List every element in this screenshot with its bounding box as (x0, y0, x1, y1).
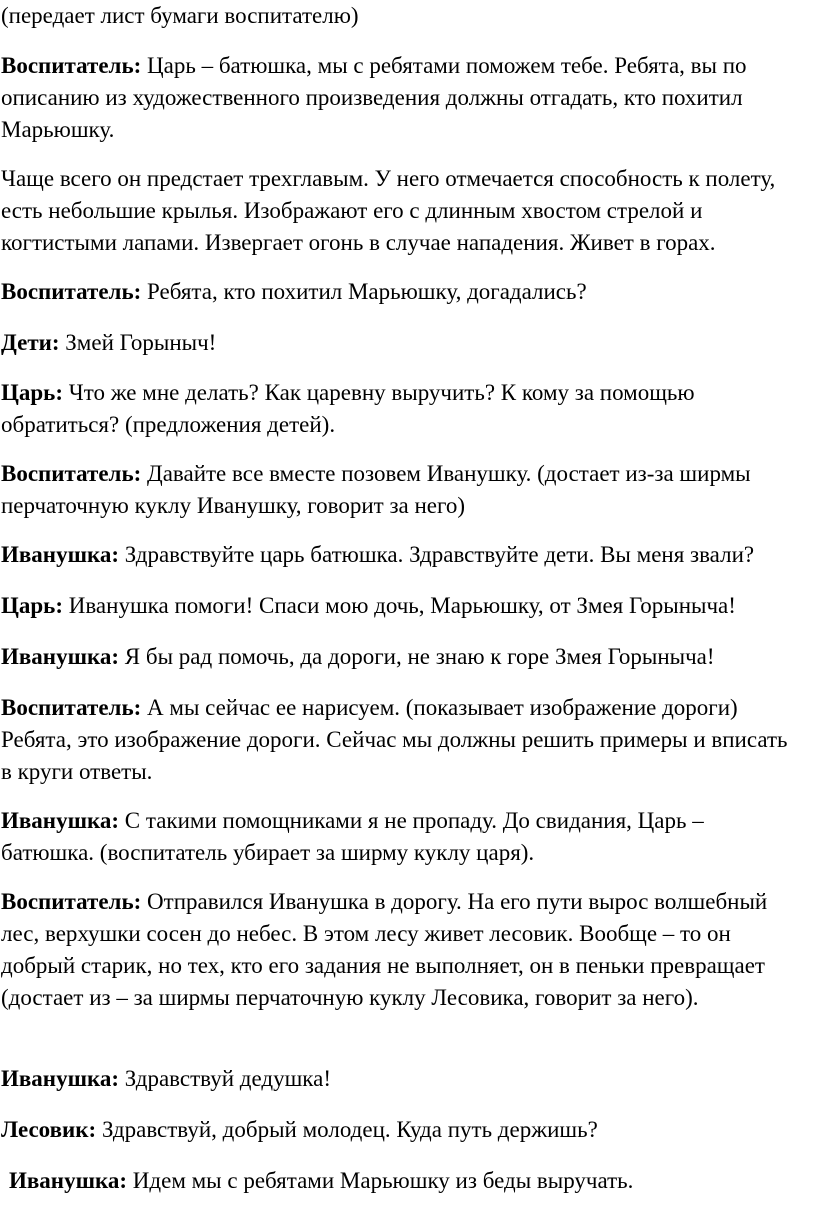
paragraph (1, 590, 813, 622)
paragraph (1, 276, 811, 308)
paragraph-text: Я бы рад помочь, да дороги, не знаю к горе Змея Горыныча! (119, 644, 715, 669)
speaker-label: Царь: (1, 593, 64, 618)
speaker-label: Воспитатель: (1, 889, 142, 914)
speaker-label: Иванушка: (1, 808, 120, 833)
speaker-label: Воспитатель: (1, 695, 142, 720)
paragraph (1, 886, 801, 1014)
paragraph-text: С такими помощниками я не пропаду. До свидания, Царь – батюшка. (воспитатель убирает за ширму куклу царя). (1, 808, 704, 865)
paragraph-text: Змей Горыныч! (59, 330, 217, 355)
speaker-label: Иванушка: (9, 1168, 128, 1193)
paragraph (1, 692, 801, 788)
paragraph-text: Здравствуй, добрый молодец. Куда путь держишь? (96, 1117, 598, 1142)
paragraph (1, 0, 811, 32)
paragraph-text: Отправился Иванушка в дорогу. На его пути вырос волшебный лес, верхушки сосен до небес. В этом лесу живет лесовик. Вообще – то он добрый старик, но тех, кто его задания не выполняет, он в пеньки превращает (достает из – за ширмы перчаточную куклу Лесовика, говорит за него). (1, 889, 768, 1010)
paragraph-text: Чаще всего он предстает трехглавым. У него отмечается способность к полету, есть небольшие крылья. Изображают его с длинным хвостом стрелой и когтистыми лапами. Извергает огонь в случае нападения. Живет в горах. (1, 166, 776, 255)
paragraph-text: Ребята, кто похитил Марьюшку, догадались? (141, 279, 587, 304)
paragraph-text: А мы сейчас ее нарисуем. (показывает изображение дороги) Ребята, это изображение дороги. Сейчас мы должны решить примеры и вписать в круги ответы. (1, 695, 788, 784)
speaker-label: Лесовик: (1, 1117, 97, 1142)
paragraph-text: Здравствуй дедушка! (119, 1066, 331, 1091)
speaker-label: Царь: (1, 380, 64, 405)
speaker-label: Воспитатель: (1, 279, 142, 304)
paragraph (1, 641, 813, 673)
speaker-label: Воспитатель: (1, 53, 142, 78)
paragraph-text: Что же мне делать? Как царевну выручить? К кому за помощью обратиться? (предложения детей). (1, 380, 695, 437)
paragraph-text: Иванушка помоги! Спаси мою дочь, Марьюшку, от Змея Горыныча! (63, 593, 736, 618)
speaker-label: Иванушка: (1, 542, 120, 567)
paragraph (1, 377, 781, 441)
speaker-label: Иванушка: (1, 644, 120, 669)
speaker-label: Воспитатель: (1, 461, 142, 486)
paragraph (1, 805, 781, 869)
paragraph-text: Здравствуйте царь батюшка. Здравствуйте дети. Вы меня звали? (119, 542, 755, 567)
paragraph-text: Царь – батюшка, мы с ребятами поможем тебе. Ребята, вы по описанию из художественного произведения должны отгадать, кто похитил Марьюшку. (1, 53, 747, 142)
paragraph (1, 1114, 811, 1146)
paragraph-text: (передает лист бумаги воспитателю) (1, 3, 359, 28)
paragraph (1, 539, 813, 571)
paragraph (1, 458, 811, 522)
paragraph (1, 327, 811, 359)
paragraph (9, 1165, 809, 1197)
paragraph (1, 163, 811, 259)
speaker-label: Дети: (1, 330, 60, 355)
paragraph-text: Идем мы с ребятами Марьюшку из беды выручать. (127, 1168, 634, 1193)
paragraph-text: Давайте все вместе позовем Иванушку. (достает из-за ширмы перчаточную куклу Иванушку, говорит за него) (1, 461, 751, 518)
paragraph (1, 1063, 811, 1095)
paragraph (1, 50, 811, 146)
speaker-label: Иванушка: (1, 1066, 120, 1091)
